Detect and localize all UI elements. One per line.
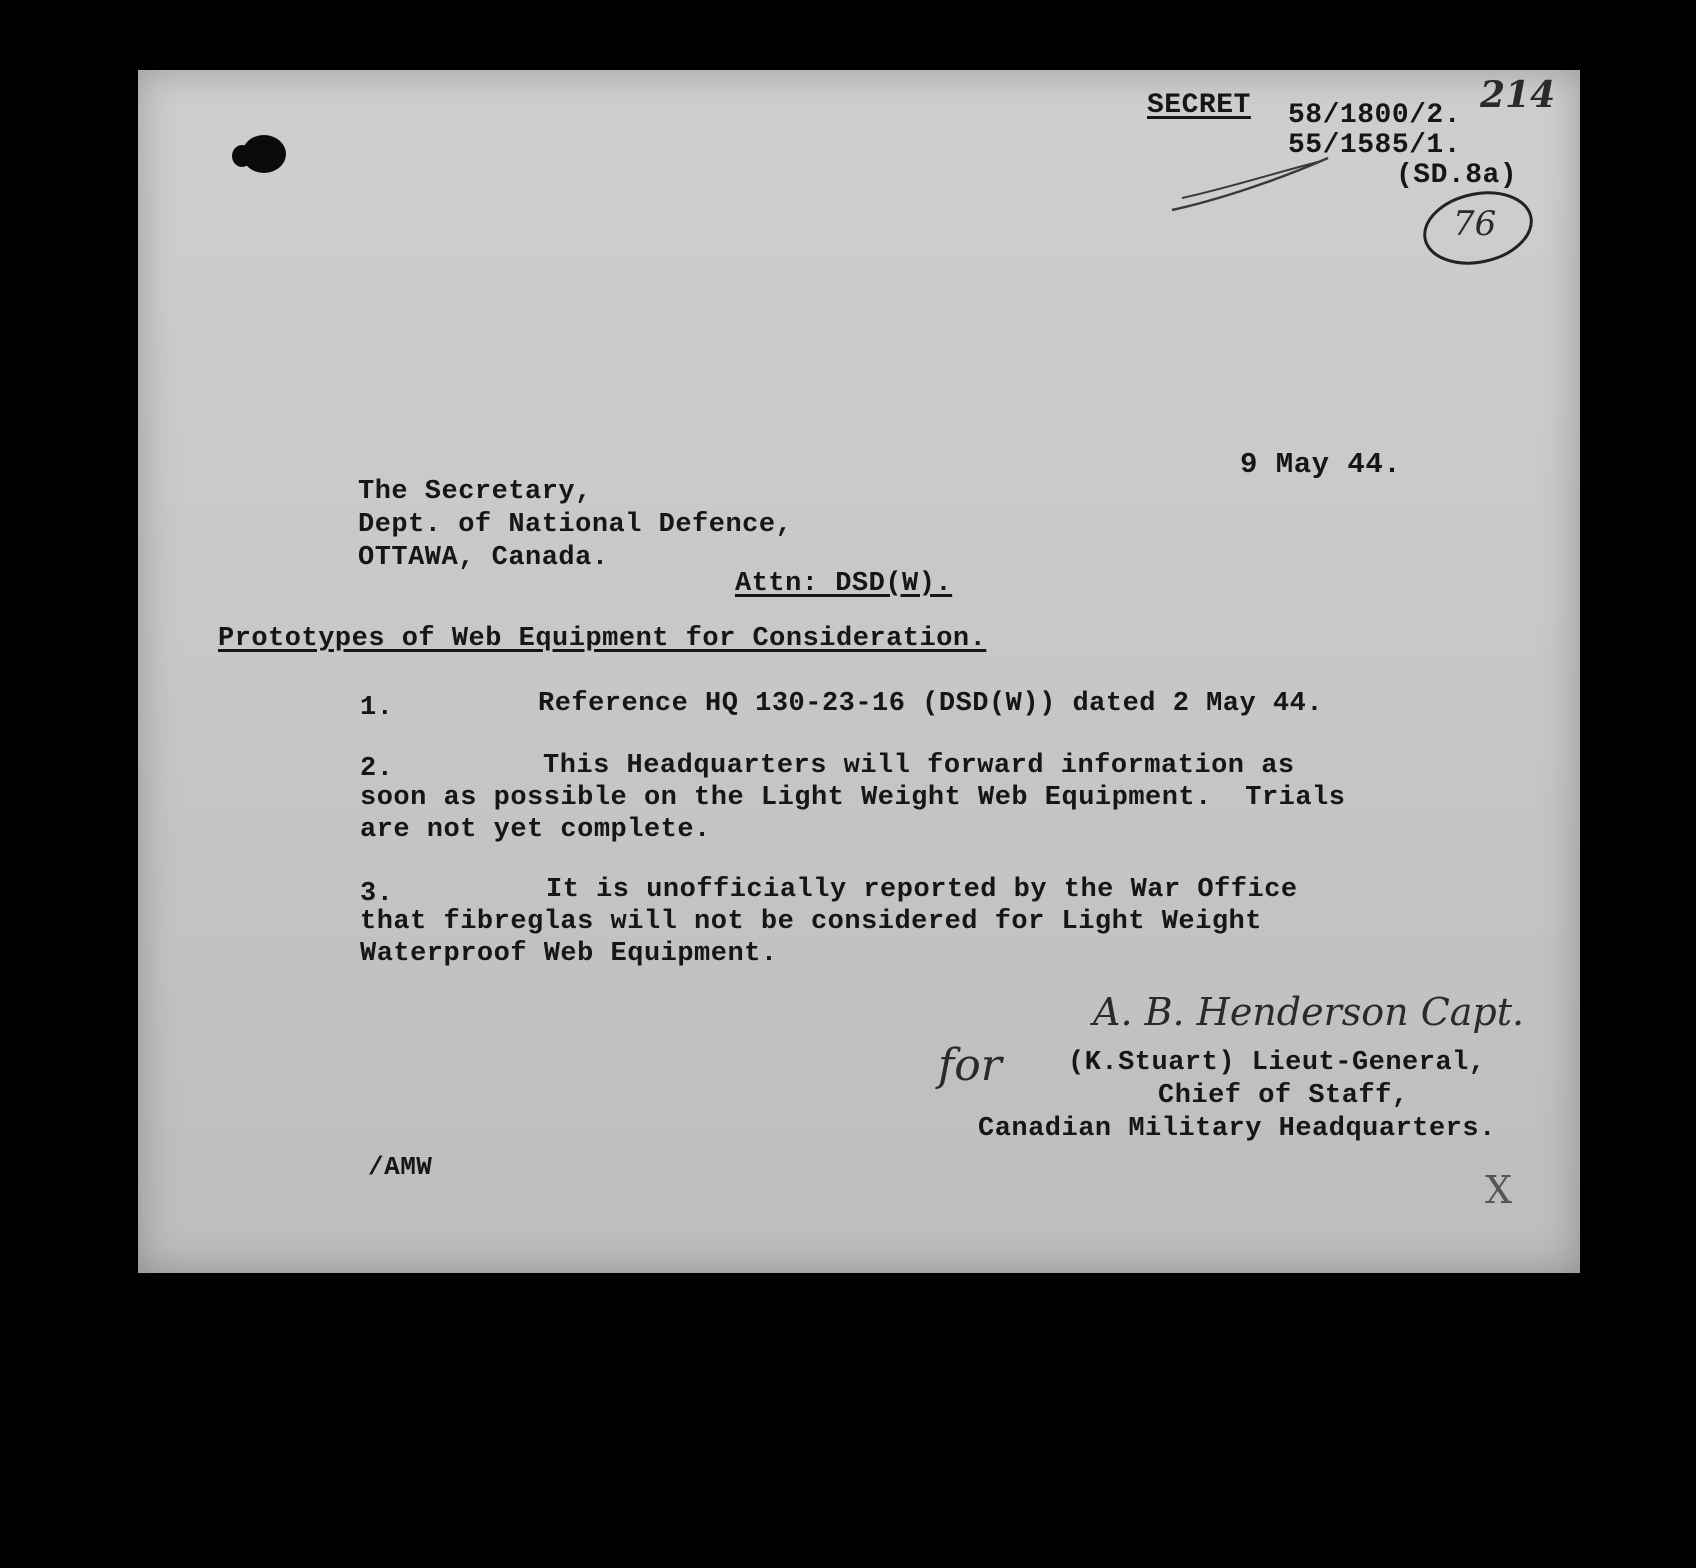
handwritten-signature: A. B. Henderson Capt. [1093,990,1525,1034]
handwritten-for-prefix: for [938,1040,1002,1091]
paragraph-3-line-1: It is unofficially reported by the War Office [546,875,1298,905]
paragraph-1-line-1: Reference HQ 130-23-16 (DSD(W)) dated 2 May 44. [538,689,1324,719]
paragraph-2-line-3: are not yet complete. [360,815,711,845]
pencil-x-mark: X [1485,1168,1513,1212]
paragraph-2-number: 2. [360,754,394,784]
handwritten-folio-number: 214 [1480,74,1556,116]
addressee-line-1: The Secretary, [358,477,592,507]
circled-number: 76 [1453,204,1497,244]
paragraph-3-line-2: that fibreglas will not be considered for Light Weight [360,907,1262,937]
paragraph-3-number: 3. [360,879,394,909]
addressee-line-2: Dept. of National Defence, [358,510,793,540]
paragraph-3-line-3: Waterproof Web Equipment. [360,939,778,969]
paragraph-2-line-2: soon as possible on the Light Weight Web Equipment. Trials [360,783,1346,813]
signature-line-3: Canadian Military Headquarters. [978,1114,1496,1144]
pencil-arrow-mark [1168,150,1338,220]
paragraph-2-line-1: This Headquarters will forward information as [543,751,1295,781]
signature-line-2: Chief of Staff, [1158,1081,1409,1111]
letter-date: 9 May 44. [1240,448,1402,481]
addressee-line-3: OTTAWA, Canada. [358,543,609,573]
file-ref-2: 55/1585/1. [1288,130,1462,161]
file-ref-3: (SD.8a) [1396,160,1518,191]
paragraph-1-number: 1. [360,693,394,723]
punch-hole-mark [230,132,290,178]
signature-line-1: (K.Stuart) Lieut-General, [1068,1048,1486,1078]
attention-line: Attn: DSD(W). [735,569,953,599]
paper-sheet [138,70,1580,1273]
file-ref-1: 58/1800/2. [1288,100,1462,131]
classification-label: SECRET [1147,90,1251,121]
subject-heading: Prototypes of Web Equipment for Consideration. [218,624,987,654]
typist-initials: /AMW [368,1152,433,1182]
